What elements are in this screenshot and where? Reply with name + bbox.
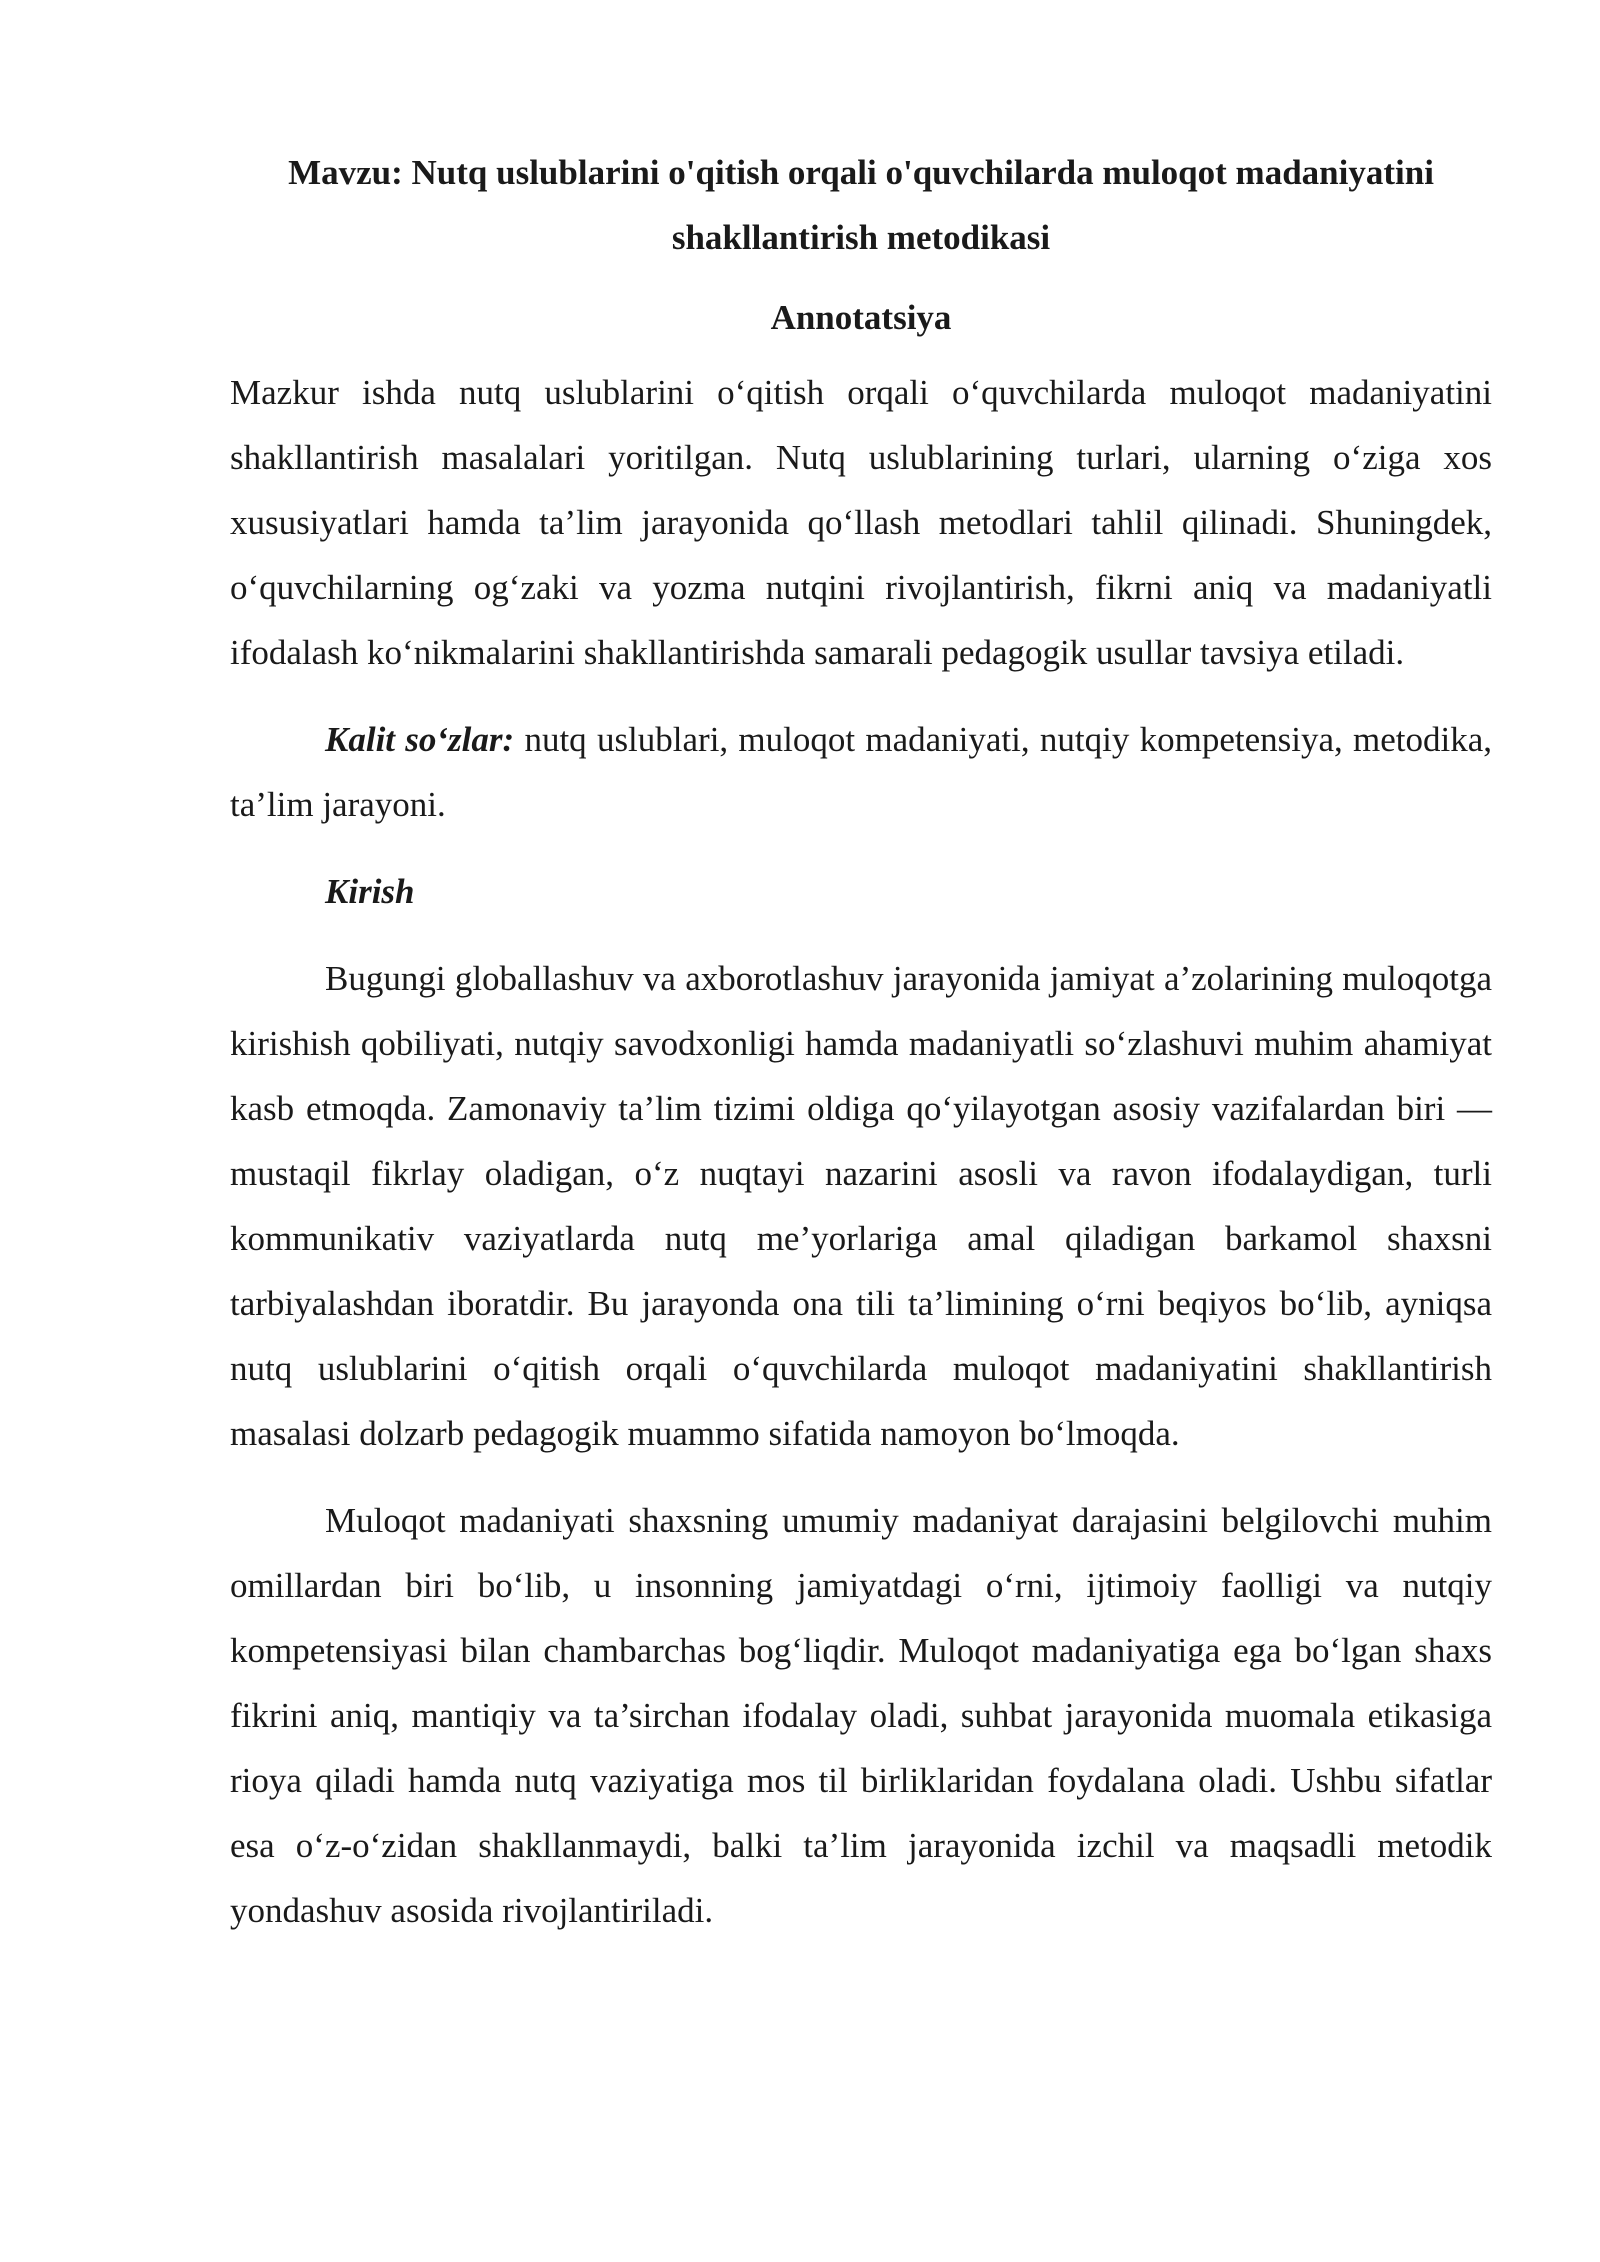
- document-title: Mavzu: Nutq uslublarini o'qitish orqali o'quvchilarda muloqot madaniyatini shakllantirish metodikasi: [288, 153, 1434, 257]
- keywords-paragraph: [230, 707, 1492, 837]
- intro-heading: Kirish: [325, 872, 415, 911]
- intro-paragraph-2: Muloqot madaniyati shaxsning umumiy madaniyat darajasini belgilovchi muhim omillardan biri bo‘lib, u insonning jamiyatdagi o‘rni, ijtimoiy faolligi va nutqiy kompetensiyasi bilan chambarchas bog‘liqdir. Muloqot madaniyatiga ega bo‘lgan shaxs fikrini aniq, mantiqiy va ta’sirchan ifodalay oladi, suhbat jarayonida muomala etikasiga rioya qiladi hamda nutq vaziyatiga mos til birliklaridan foydalana oladi. Ushbu sifatlar esa o‘z-o‘zidan shakllanmaydi, balki ta’lim jarayonida izchil va maqsadli metodik yondashuv asosida rivojlantiriladi.: [230, 1501, 1492, 1930]
- document-page: [230, 140, 1492, 1965]
- annotation-heading: Annotatsiya: [770, 298, 952, 337]
- keywords-label: Kalit so‘zlar:: [325, 720, 515, 759]
- annotation-paragraph: Mazkur ishda nutq uslublarini o‘qitish orqali o‘quvchilarda muloqot madaniyatini shakllantirish masalalari yoritilgan. Nutq uslublarining turlari, ularning o‘ziga xos xususiyatlari hamda ta’lim jarayonida qo‘llash metodlari tahlil qilinadi. Shuningdek, o‘quvchilarning og‘zaki va yozma nutqini rivojlantirish, fikrni aniq va madaniyatli ifodalash ko‘nikmalarini shakllantirishda samarali pedagogik usullar tavsiya etiladi.: [230, 373, 1492, 672]
- keywords-text: nutq uslublari, muloqot madaniyati, nutqiy kompetensiya, metodika, ta’lim jarayoni.: [230, 720, 1492, 824]
- intro-paragraph-1: Bugungi globallashuv va axborotlashuv jarayonida jamiyat a’zolarining muloqotga kirishish qobiliyati, nutqiy savodxonligi hamda madaniyatli so‘zlashuvi muhim ahamiyat kasb etmoqda. Zamonaviy ta’lim tizimi oldiga qo‘yilayotgan asosiy vazifalardan biri — mustaqil fikrlay oladigan, o‘z nuqtayi nazarini asosli va ravon ifodalaydigan, turli kommunikativ vaziyatlarda nutq me’yorlariga amal qiladigan barkamol shaxsni tarbiyalashdan iboratdir. Bu jarayonda ona tili ta’limining o‘rni beqiyos bo‘lib, ayniqsa nutq uslublarini o‘qitish orqali o‘quvchilarda muloqot madaniyatini shakllantirish masalasi dolzarb pedagogik muammo sifatida namoyon bo‘lmoqda.: [230, 959, 1492, 1453]
